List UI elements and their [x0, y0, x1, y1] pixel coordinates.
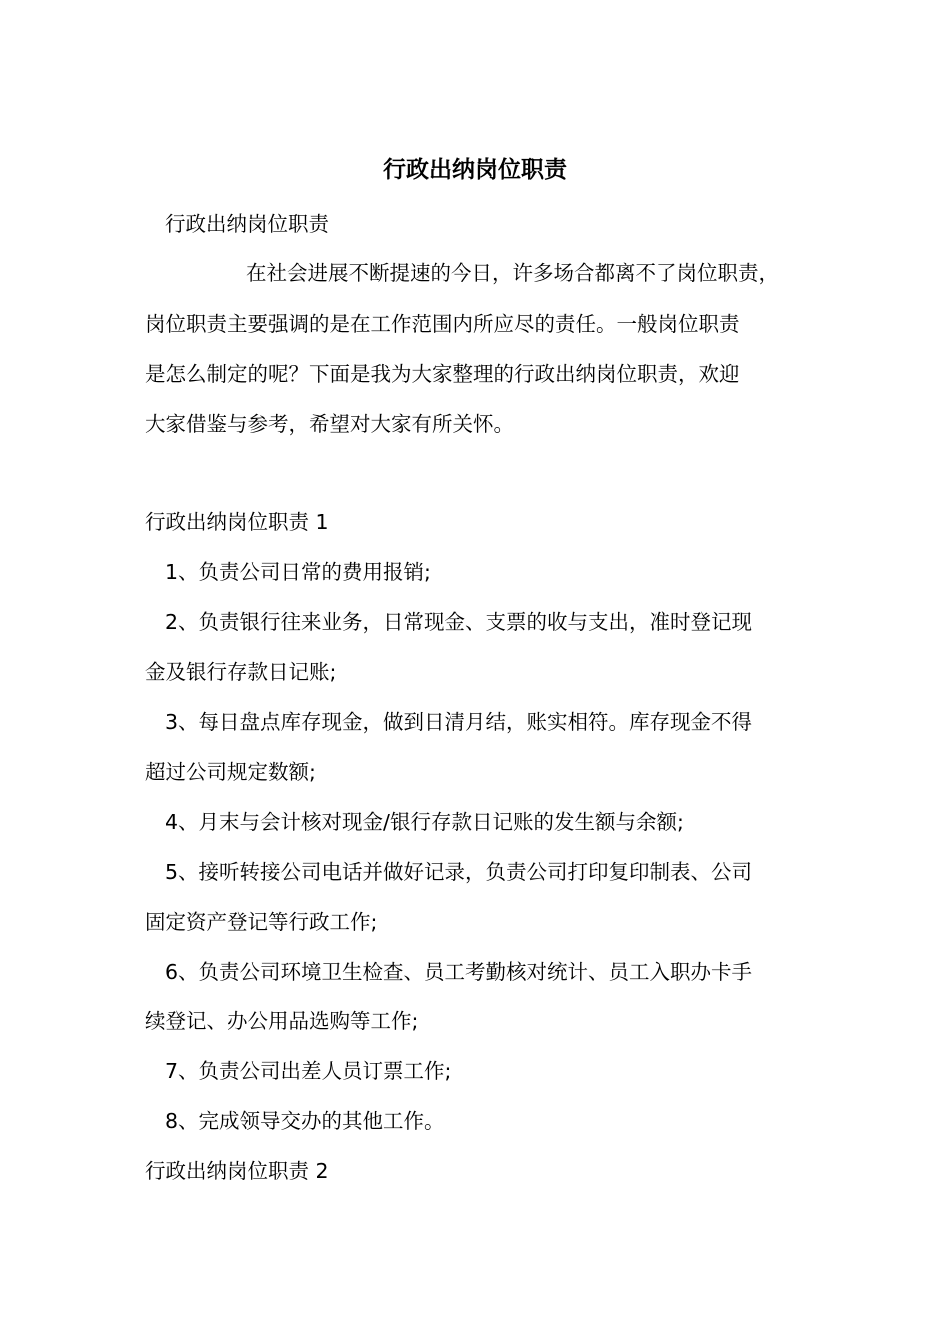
list-item: 5、接听转接公司电话并做好记录，负责公司打印复印制表、公司 — [165, 860, 753, 884]
list-item-continuation: 超过公司规定数额; — [145, 760, 316, 784]
intro-line: 大家借鉴与参考，希望对大家有所关怀。 — [145, 412, 514, 436]
document-subtitle: 行政出纳岗位职责 — [165, 212, 329, 236]
intro-line: 岗位职责主要强调的是在工作范围内所应尽的责任。一般岗位职责 — [145, 312, 740, 336]
list-item-continuation: 固定资产登记等行政工作; — [145, 910, 378, 934]
list-item: 4、月末与会计核对现金/银行存款日记账的发生额与余额; — [165, 810, 684, 834]
section-heading: 行政出纳岗位职责 2 — [145, 1159, 329, 1183]
list-item: 1、负责公司日常的费用报销; — [165, 560, 431, 584]
list-item: 7、负责公司出差人员订票工作; — [165, 1059, 452, 1083]
intro-line: 在社会进展不断提速的今日，许多场合都离不了岗位职责， — [246, 261, 779, 285]
list-item: 3、每日盘点库存现金，做到日清月结，账实相符。库存现金不得 — [165, 710, 753, 734]
list-item-continuation: 续登记、办公用品选购等工作; — [145, 1009, 419, 1033]
list-item: 6、负责公司环境卫生检查、员工考勤核对统计、员工入职办卡手 — [165, 960, 753, 984]
list-item: 8、完成领导交办的其他工作。 — [165, 1109, 445, 1133]
document-title: 行政出纳岗位职责 — [383, 157, 567, 183]
list-item: 2、负责银行往来业务，日常现金、支票的收与支出，准时登记现 — [165, 610, 753, 634]
list-item-continuation: 金及银行存款日记账; — [145, 660, 337, 684]
intro-line: 是怎么制定的呢？下面是我为大家整理的行政出纳岗位职责，欢迎 — [145, 362, 740, 386]
section-heading: 行政出纳岗位职责 1 — [145, 510, 329, 534]
